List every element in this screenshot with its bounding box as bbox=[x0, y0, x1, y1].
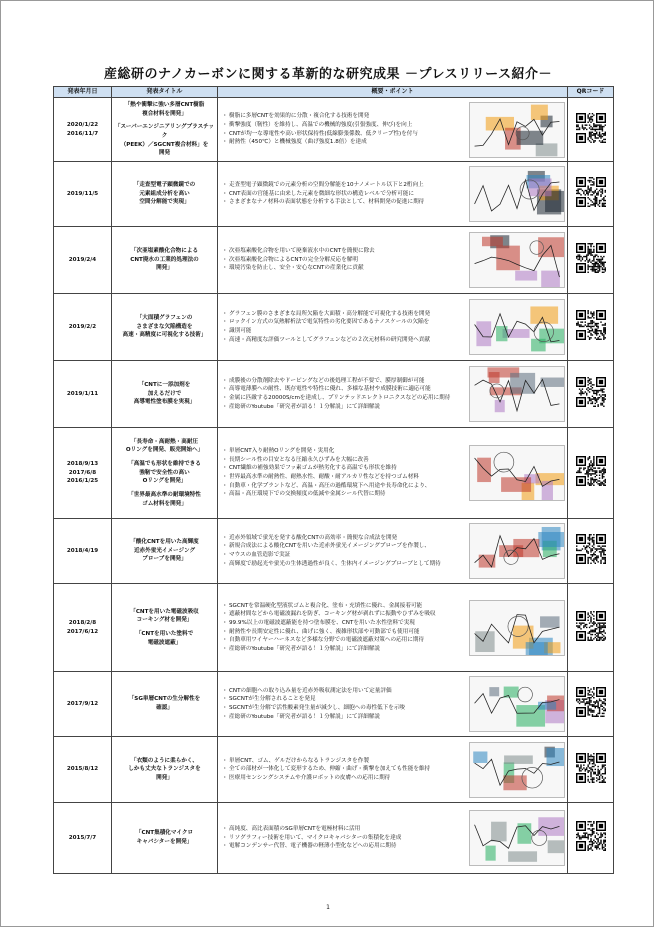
table-row bbox=[54, 294, 614, 361]
table-header-row bbox=[54, 87, 614, 98]
qr-code[interactable] bbox=[576, 687, 606, 717]
press-title: 「CNTを用いた電磁波吸収 コーキング材を開発」 bbox=[130, 608, 199, 624]
summary-point: ・ SGCNTが生分解されることを発見 bbox=[223, 695, 467, 704]
qr-cell bbox=[568, 162, 614, 227]
title-cell bbox=[112, 737, 218, 803]
table-row bbox=[54, 737, 614, 803]
title-cell bbox=[112, 584, 218, 672]
summary-point: ・ 産総研のYoutube「研究者が語る！１分解説」にて詳細解説 bbox=[223, 645, 467, 654]
header-qr: QRコード bbox=[568, 87, 614, 98]
press-title: 「SG単層CNTの生分解性を 確認」 bbox=[128, 696, 201, 711]
summary-point: ・ 耐熱性や長期安定性に優れ、曲げに強く、複雑形状部や可動部でも使用可能 bbox=[223, 628, 467, 637]
summary-point: ・ 次亜塩素酸化合物を用いて廃棄液水中のCNTを簡便に除去 bbox=[223, 247, 467, 256]
summary-cell bbox=[218, 519, 568, 584]
table-row bbox=[54, 672, 614, 737]
summary-point: ・ 走査型電子顕微鏡での元素分析の空間分解能を10ナノメートル以下と2桁向上 bbox=[223, 181, 467, 190]
summary-cell bbox=[218, 428, 568, 519]
summary-point: ・ 高温・高圧環境下での交換頻度の低減や金属シール代替に期待 bbox=[223, 490, 467, 499]
qr-code[interactable] bbox=[576, 611, 606, 641]
summary-point: ・ 成膜後の分散剤除去やドーピングなどの後処理工程が不要で、膜厚制御が可能 bbox=[223, 377, 467, 386]
release-date: 2019/2/4 bbox=[54, 227, 112, 294]
summary-list bbox=[223, 310, 467, 345]
shielding-figure bbox=[469, 600, 565, 656]
qr-code[interactable] bbox=[576, 377, 606, 407]
summary-point: ・ 遮蔽材間などから電磁波漏れを防ぎ、コーキング材が剥れずに振動やひずみを吸収 bbox=[223, 610, 467, 619]
summary-cell bbox=[218, 803, 568, 874]
title-cell bbox=[112, 294, 218, 361]
summary-point: ・ 全ての部材が一体化して変形するため、伸縮・曲げ・衝撃を加えても性能を維持 bbox=[223, 765, 467, 774]
table-row bbox=[54, 519, 614, 584]
table-row bbox=[54, 227, 614, 294]
summary-cell bbox=[218, 584, 568, 672]
qr-code[interactable] bbox=[576, 113, 606, 143]
summary-point: ・ 電解コンデンサー代替、電子機器の軽薄小型化などへの応用に期待 bbox=[223, 842, 467, 851]
summary-point: ・ CNTの細胞への取り込み量を近赤外吸収測定法を用いて定量評価 bbox=[223, 687, 467, 696]
table-body bbox=[54, 98, 614, 874]
table-row bbox=[54, 98, 614, 162]
release-date: 2015/7/7 bbox=[54, 803, 112, 874]
summary-list bbox=[223, 377, 467, 412]
qr-cell bbox=[568, 803, 614, 874]
press-title: 「衣類のように柔らかく、 しかも丈夫なトランジスタを 開発」 bbox=[128, 757, 201, 781]
release-date: 2015/8/12 bbox=[54, 737, 112, 803]
summary-point: ・ CNT表面の官能基に由来した元素を微細な形状の構造レベルで分析可能に bbox=[223, 190, 467, 199]
summary-point: ・ 産総研のYoutube「研究者が語る！１分解説」にて詳細解説 bbox=[223, 713, 467, 722]
summary-point: ・ 次亜塩素酸化合物によるCNTの完全分解反応を解明 bbox=[223, 256, 467, 265]
qr-code[interactable] bbox=[576, 310, 606, 340]
header-date: 発表年月日 bbox=[54, 87, 112, 98]
qr-cell bbox=[568, 428, 614, 519]
summary-point: ・ SGCNTが生分解で活性酸素発生量が減少し、細胞への毒性低下を示唆 bbox=[223, 704, 467, 713]
release-date: 2020/1/22 2016/11/7 bbox=[54, 98, 112, 162]
summary-list bbox=[223, 825, 467, 851]
summary-point: ・ CNTが均一な導電性や高い形状保持性(低線膨張係数、低クリープ性)を付与 bbox=[223, 130, 467, 139]
summary-cell bbox=[218, 361, 568, 428]
summary-list bbox=[223, 534, 467, 569]
summary-list bbox=[223, 687, 467, 722]
qr-cell bbox=[568, 294, 614, 361]
page-title: 産総研のナノカーボンに関する革新的な研究成果 －プレスリリース紹介－ bbox=[104, 67, 552, 82]
summary-list bbox=[223, 181, 467, 207]
radar-and-parts-figure bbox=[469, 102, 565, 158]
summary-list bbox=[223, 247, 467, 273]
summary-cell bbox=[218, 737, 568, 803]
title-cell bbox=[112, 803, 218, 874]
qr-code[interactable] bbox=[576, 243, 606, 273]
summary-point: ・ 樹脂に多層CNTを効果的に分散・複合化する技術を開発 bbox=[223, 112, 467, 121]
press-title: 「高温でも形状を維持できる 強靭で安全性の高い Oリングを開発」 bbox=[128, 461, 201, 485]
summary-point: ・ 世界最高水準の耐熱性、耐熱水性、耐酸・耐アルカリ性などを持つゴム材料 bbox=[223, 473, 467, 482]
qr-code[interactable] bbox=[576, 177, 606, 207]
press-title: 「走査型電子顕微鏡での 元素組成分析を高い 空間分解能で実現」 bbox=[133, 182, 196, 206]
table-row bbox=[54, 428, 614, 519]
header-press-title: 発表タイトル bbox=[112, 87, 218, 98]
press-title: 「CNTを用いた塗料で 電磁波遮蔽」 bbox=[135, 631, 194, 646]
summary-list bbox=[223, 757, 467, 783]
qr-cell bbox=[568, 361, 614, 428]
title-cell bbox=[112, 519, 218, 584]
summary-point: ・ 高導電薄膜への耐性、既存電性や特性に優れ、多様な基材や成膜技術に適応可能 bbox=[223, 385, 467, 394]
table-row bbox=[54, 803, 614, 874]
press-title: 「酸化CNTを用いた高輝度 近赤外蛍光イメージング プローブを開発」 bbox=[130, 539, 199, 563]
qr-code[interactable] bbox=[576, 753, 606, 783]
table-row bbox=[54, 584, 614, 672]
press-title: 「熱や衝撃に強い多層CNT樹脂 複合材料を開発」 bbox=[124, 102, 205, 117]
o-ring-figure bbox=[469, 445, 565, 501]
summary-point: ・ 耐熱性（450℃）と機械強度（曲げ強度1.8倍）を達成 bbox=[223, 138, 467, 147]
title-cell bbox=[112, 361, 218, 428]
summary-point: ・ 産総研のYoutube「研究者が語る！１分解説」にて詳細解説 bbox=[223, 403, 467, 412]
summary-point: ・ グラフェン膜のさまざまな局所欠陥を大面積・高分解能で可視化する技術を開発 bbox=[223, 310, 467, 319]
qr-cell bbox=[568, 227, 614, 294]
press-title: 「CNTに一添加剤を 加えるだけで 高導電性塗布膜を実現」 bbox=[133, 382, 196, 406]
summary-cell bbox=[218, 98, 568, 162]
release-date: 2019/2/2 bbox=[54, 294, 112, 361]
coating-figure bbox=[469, 366, 565, 422]
summary-point: ・ リソグラフィー技術を用いて、マイクロキャパシターの集積化を達成 bbox=[223, 834, 467, 843]
qr-cell bbox=[568, 98, 614, 162]
release-date: 2019/11/5 bbox=[54, 162, 112, 227]
summary-point: ・ 識別可能 bbox=[223, 327, 467, 336]
summary-point: ・ 自動車・化学プラントなど、高温・高圧の過酷環境下へ用途や長寿命化により、 bbox=[223, 482, 467, 491]
summary-point: ・ マウスの血管造影で実証 bbox=[223, 551, 467, 560]
summary-point: ・ 環境汚染を防止し、安全・安心なCNTの産業化に貢献 bbox=[223, 264, 467, 273]
press-title: 「次亜塩素酸化合物による CNT廃水の工業的処理法の 開発」 bbox=[130, 248, 199, 272]
summary-point: ・ 衝撃強度（靭性）を維持し、高温での機械的強度(引張強度、伸び)を向上 bbox=[223, 121, 467, 130]
page-number: 1 bbox=[326, 904, 330, 911]
press-release-table bbox=[53, 86, 614, 874]
qr-code[interactable] bbox=[576, 821, 606, 851]
summary-point: ・ 近赤外領域で蛍光を発する酸化CNTの高効率・簡便な合成法を開発 bbox=[223, 534, 467, 543]
summary-cell bbox=[218, 162, 568, 227]
summary-point: ・ CNT繊維の補強効果でフッ素ゴムが熱劣化する高温でも形状を維持 bbox=[223, 464, 467, 473]
release-date: 2018/9/13 2017/6/8 2016/1/25 bbox=[54, 428, 112, 519]
title-cell bbox=[112, 227, 218, 294]
release-date: 2017/9/12 bbox=[54, 672, 112, 737]
summary-point: ・ 高速・高精度な評価ツールとしてグラフェンなどの２次元材料の研究開発へ貢献 bbox=[223, 336, 467, 345]
table-row bbox=[54, 162, 614, 227]
summary-list bbox=[223, 602, 467, 654]
summary-point: ・ 単層CNT入り耐熱Oリングを開発・実用化 bbox=[223, 447, 467, 456]
press-title: 「世界最高水準の耐環境特性 ゴム材料を開発」 bbox=[128, 491, 201, 507]
capacitor-figure bbox=[469, 810, 565, 866]
decomposition-figure bbox=[469, 232, 565, 288]
qr-cell bbox=[568, 584, 614, 672]
press-title: 「CNT集積化マイクロ キャパシターを開発」 bbox=[135, 830, 194, 845]
summary-point: ・ 高輝度で励起光や蛍光の生体透過性が良く、生体内イメージングプローブとして期待 bbox=[223, 560, 467, 569]
qr-code[interactable] bbox=[576, 534, 606, 564]
qr-cell bbox=[568, 672, 614, 737]
summary-point: ・ 99.9%以上の電磁波遮蔽能を持つ塗布膜を、CNTを用いた水性塗料で実現 bbox=[223, 619, 467, 628]
press-title: 「スーパーエンジニアリングプラスチック （PEEK）／SGCNT複合材料」を 開発 bbox=[114, 124, 215, 157]
summary-point: ・ 単層CNT、ゴム、ゲルだけからなるトランジスタを作製 bbox=[223, 757, 467, 766]
title-cell bbox=[112, 98, 218, 162]
transistor-figure bbox=[469, 742, 565, 798]
summary-point: ・ 高純度、高比表面積のSG単層CNTを電極材料に活用 bbox=[223, 825, 467, 834]
summary-cell bbox=[218, 672, 568, 737]
qr-code[interactable] bbox=[576, 456, 606, 486]
summary-point: ・ 医療用センシングシステムや介護ロボットの皮膚への応用に期待 bbox=[223, 774, 467, 783]
summary-point: ・ 金属に匹敵する20000S/cmを達成し、プリンテッドエレクトロニクスなどの応用に期待 bbox=[223, 394, 467, 403]
summary-point: ・ 自動車用ワイヤーハーネスなど多様な分野での電磁波遮蔽対策への応用に期待 bbox=[223, 636, 467, 645]
press-title: 「大面積グラフェンの さまざまな欠陥構造を 高速・高精度に可視化する技術」 bbox=[122, 315, 207, 339]
table-row bbox=[54, 361, 614, 428]
summary-cell bbox=[218, 294, 568, 361]
summary-point: ・ 新規合成法による酸化CNTを用いた近赤外蛍光イメージングプローブを作製し、 bbox=[223, 542, 467, 551]
qr-cell bbox=[568, 519, 614, 584]
summary-point: ・ ロックイン方式の気熱解析法で電気特性の劣化要因であるナノスケールの欠陥を bbox=[223, 318, 467, 327]
title-cell bbox=[112, 428, 218, 519]
release-date: 2019/1/11 bbox=[54, 361, 112, 428]
summary-point: ・ SGCNTを常温硬化型液状ゴムと複合化、塗布・充填性に優れ、金属接着可能 bbox=[223, 602, 467, 611]
summary-point: ・ さまざまなナノ材料の表面状態を分析する手法として、材料開発の促進に期待 bbox=[223, 198, 467, 207]
sem-images-figure bbox=[469, 166, 565, 222]
summary-list bbox=[223, 112, 467, 147]
release-date: 2018/4/19 bbox=[54, 519, 112, 584]
summary-list bbox=[223, 447, 467, 499]
fluorescence-figure bbox=[469, 523, 565, 579]
release-date: 2018/2/8 2017/6/12 bbox=[54, 584, 112, 672]
summary-cell bbox=[218, 227, 568, 294]
header-summary: 概要・ポイント bbox=[218, 87, 568, 98]
graphene-figure bbox=[469, 299, 565, 355]
summary-point: ・ 長期シール性の目安となる圧縮永久ひずみを大幅に改善 bbox=[223, 456, 467, 465]
qr-cell bbox=[568, 737, 614, 803]
title-cell bbox=[112, 672, 218, 737]
press-title: 「長寿命・高耐熱・高耐圧 Oリングを開発、販売開始へ」 bbox=[125, 438, 204, 454]
biodegradation-figure bbox=[469, 676, 565, 732]
title-cell bbox=[112, 162, 218, 227]
